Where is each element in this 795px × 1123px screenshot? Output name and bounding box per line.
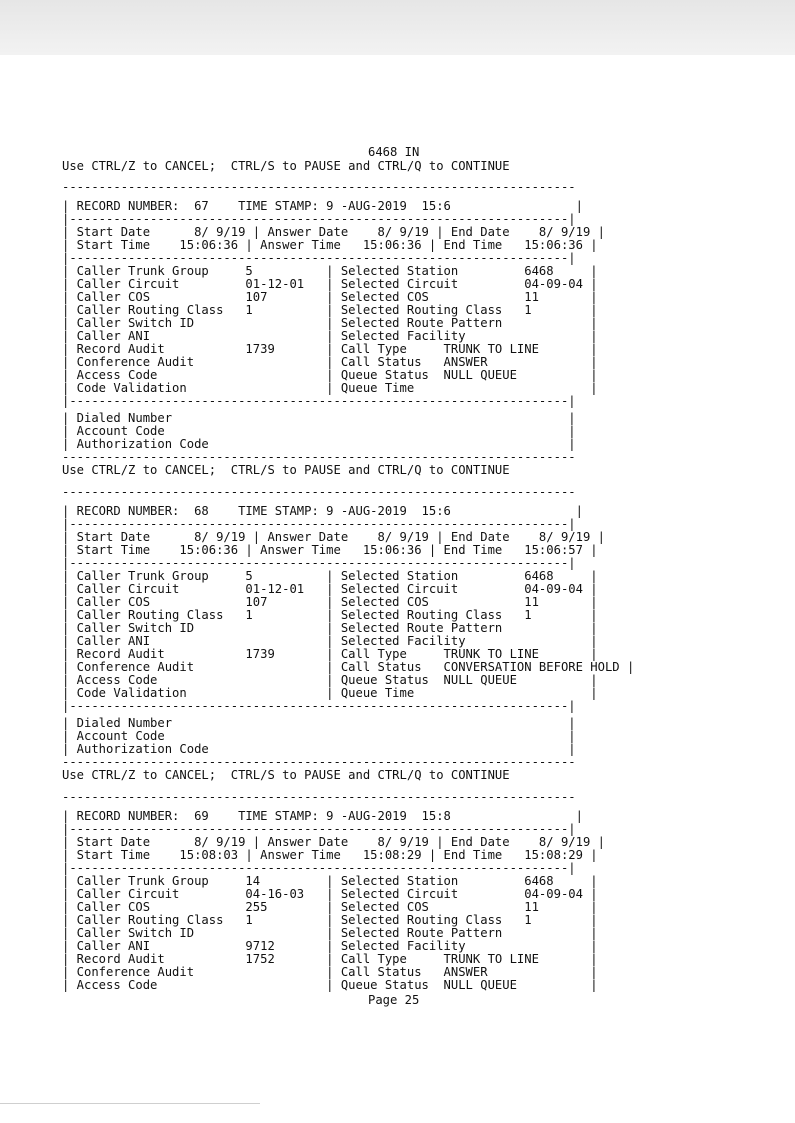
report-line-0: Use CTRL/Z to CANCEL; CTRL/S to PAUSE and CTRL/Q to CONTINUE xyxy=(62,159,510,173)
report-line-41: | Dialed Number | xyxy=(62,716,576,730)
page-footer-number: Page 25 xyxy=(368,993,420,1007)
report-line-60: | Conference Audit | Call Status ANSWER | xyxy=(62,965,598,979)
report-line-14: | Conference Audit | Call Status ANSWER | xyxy=(62,355,598,369)
report-line-58: | Caller ANI 9712 | Selected Facility | xyxy=(62,939,598,953)
report-line-56: | Caller Routing Class 1 | Selected Routing Class 1 | xyxy=(62,913,598,927)
report-line-43: | Authorization Code | xyxy=(62,742,576,756)
report-line-32: | Caller COS 107 | Selected COS 11 | xyxy=(62,595,598,609)
report-line-29: |--------------------------------------------------------------------| xyxy=(62,556,576,570)
report-line-10: | Caller Routing Class 1 | Selected Routing Class 1 | xyxy=(62,303,598,317)
report-line-1: ---------------------------------------------------------------------- xyxy=(62,180,576,194)
report-line-18: | Dialed Number | xyxy=(62,411,576,425)
report-line-33: | Caller Routing Class 1 | Selected Routing Class 1 | xyxy=(62,608,598,622)
report-line-38: | Access Code | Queue Status NULL QUEUE | xyxy=(62,673,598,687)
report-line-61: | Access Code | Queue Status NULL QUEUE | xyxy=(62,978,598,992)
page-header-title: 6468 IN xyxy=(368,145,420,159)
report-line-30: | Caller Trunk Group 5 | Selected Station 6468 | xyxy=(62,569,598,583)
report-line-40: |--------------------------------------------------------------------| xyxy=(62,699,576,713)
report-line-21: ---------------------------------------------------------------------- xyxy=(62,450,576,464)
report-line-24: ---------------------------------------------------------------------- xyxy=(62,485,576,499)
report-line-19: | Account Code | xyxy=(62,424,576,438)
report-line-25: | RECORD NUMBER: 68 TIME STAMP: 9 -AUG-2019 15:6 | xyxy=(62,504,583,518)
report-line-28: | Start Time 15:06:36 | Answer Time 15:06:36 | End Time 15:06:57 | xyxy=(62,543,598,557)
scan-top-band xyxy=(0,0,795,55)
report-line-20: | Authorization Code | xyxy=(62,437,576,451)
report-line-44: ---------------------------------------------------------------------- xyxy=(62,755,576,769)
report-line-53: | Caller Trunk Group 14 | Selected Station 6468 | xyxy=(62,874,598,888)
report-line-48: | RECORD NUMBER: 69 TIME STAMP: 9 -AUG-2019 15:8 | xyxy=(62,809,583,823)
report-line-45: Use CTRL/Z to CANCEL; CTRL/S to PAUSE and CTRL/Q to CONTINUE xyxy=(62,768,510,782)
report-line-7: | Caller Trunk Group 5 | Selected Station 6468 | xyxy=(62,264,598,278)
report-line-9: | Caller COS 107 | Selected COS 11 | xyxy=(62,290,598,304)
report-line-54: | Caller Circuit 04-16-03 | Selected Circuit 04-09-04 | xyxy=(62,887,598,901)
report-line-42: | Account Code | xyxy=(62,729,576,743)
report-line-35: | Caller ANI | Selected Facility | xyxy=(62,634,598,648)
report-line-22: Use CTRL/Z to CANCEL; CTRL/S to PAUSE and CTRL/Q to CONTINUE xyxy=(62,463,510,477)
report-line-5: | Start Time 15:06:36 | Answer Time 15:06:36 | End Time 15:06:36 | xyxy=(62,238,598,252)
report-line-13: | Record Audit 1739 | Call Type TRUNK TO LINE | xyxy=(62,342,598,356)
report-line-4: | Start Date 8/ 9/19 | Answer Date 8/ 9/19 | End Date 8/ 9/19 | xyxy=(62,225,605,239)
report-line-51: | Start Time 15:08:03 | Answer Time 15:08:29 | End Time 15:08:29 | xyxy=(62,848,598,862)
report-line-49: |--------------------------------------------------------------------| xyxy=(62,822,576,836)
scan-bottom-rule xyxy=(0,1103,260,1104)
report-line-3: |--------------------------------------------------------------------| xyxy=(62,212,576,226)
report-line-16: | Code Validation | Queue Time | xyxy=(62,381,598,395)
report-line-57: | Caller Switch ID | Selected Route Pattern | xyxy=(62,926,598,940)
report-line-11: | Caller Switch ID | Selected Route Pattern | xyxy=(62,316,598,330)
report-line-12: | Caller ANI | Selected Facility | xyxy=(62,329,598,343)
report-line-15: | Access Code | Queue Status NULL QUEUE | xyxy=(62,368,598,382)
report-line-26: |--------------------------------------------------------------------| xyxy=(62,517,576,531)
report-line-36: | Record Audit 1739 | Call Type TRUNK TO LINE | xyxy=(62,647,598,661)
report-line-39: | Code Validation | Queue Time | xyxy=(62,686,598,700)
report-line-6: |--------------------------------------------------------------------| xyxy=(62,251,576,265)
report-line-31: | Caller Circuit 01-12-01 | Selected Circuit 04-09-04 | xyxy=(62,582,598,596)
report-line-52: |--------------------------------------------------------------------| xyxy=(62,861,576,875)
report-line-34: | Caller Switch ID | Selected Route Pattern | xyxy=(62,621,598,635)
report-line-37: | Conference Audit | Call Status CONVERSATION BEFORE HOLD | xyxy=(62,660,635,674)
report-line-47: ---------------------------------------------------------------------- xyxy=(62,790,576,804)
report-line-55: | Caller COS 255 | Selected COS 11 | xyxy=(62,900,598,914)
report-line-17: |--------------------------------------------------------------------| xyxy=(62,394,576,408)
report-line-59: | Record Audit 1752 | Call Type TRUNK TO LINE | xyxy=(62,952,598,966)
report-line-27: | Start Date 8/ 9/19 | Answer Date 8/ 9/19 | End Date 8/ 9/19 | xyxy=(62,530,605,544)
report-line-8: | Caller Circuit 01-12-01 | Selected Circuit 04-09-04 | xyxy=(62,277,598,291)
report-line-2: | RECORD NUMBER: 67 TIME STAMP: 9 -AUG-2019 15:6 | xyxy=(62,199,583,213)
report-line-50: | Start Date 8/ 9/19 | Answer Date 8/ 9/19 | End Date 8/ 9/19 | xyxy=(62,835,605,849)
